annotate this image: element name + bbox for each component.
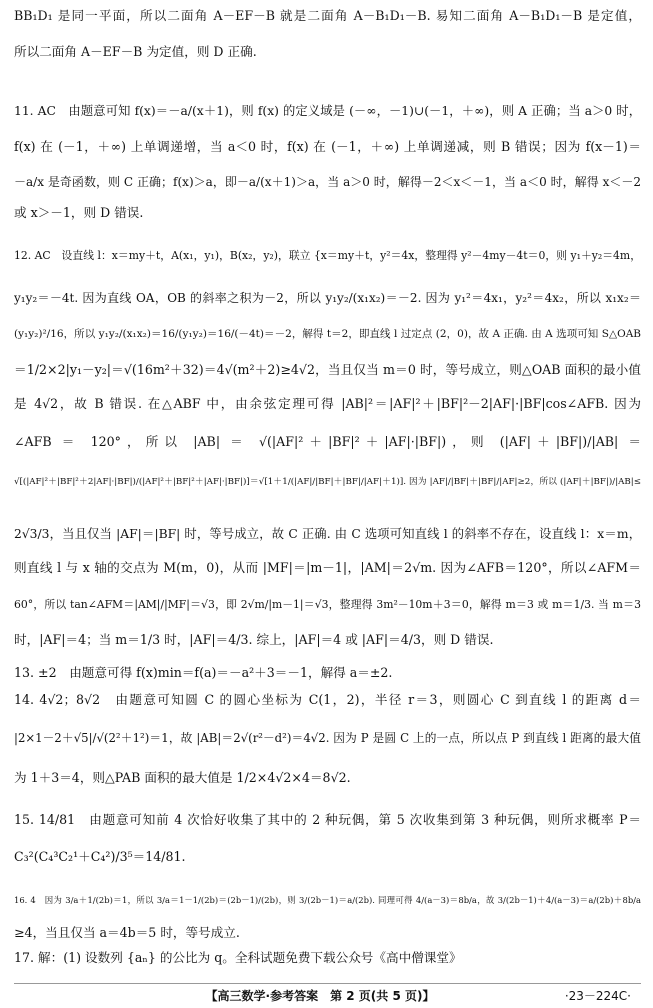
text-line: 时，|AF|＝4；当 m＝1/3 时，|AF|＝4/3. 综上，|AF|＝4 或 |AF|＝4/3，则 D 错误. <box>14 632 494 647</box>
text-line: ≥4，当且仅当 a＝4b＝5 时，等号成立. <box>14 925 240 940</box>
text-line: √[(|AF|²＋|BF|²＋2|AF|·|BF|)/(|AF|²＋|BF|²＋|AF|·|BF|)]＝√[1＋1/(|AF|/|BF|＋|BF|/|AF|＋1)]. 因为 |AF|/|BF|＋|BF|/|AF|≥2，所以 (|AF|＋|BF|)/|AB|≤ <box>14 477 641 487</box>
text-line: 2√3/3，当且仅当 |AF|＝|BF| 时，等号成立，故 C 正确. 由 C 选项可知直线 l 的斜率不存在，设直线 l：x＝m， <box>14 527 641 541</box>
text-line: |2×1－2＋√5|/√(2²＋1²)＝1，故 |AB|＝2√(r²－d²)＝4√2. 因为 P 是圆 C 上的一点，所以点 P 到直线 l 距离的最大值 <box>14 731 641 745</box>
text-line: f(x) 在 (－1，＋∞) 上单调递增，当 a＜0 时，f(x) 在 (－1，＋∞) 上单调递减，则 B 错误；因为 f(x－1)＝ <box>14 139 641 154</box>
text-line: BB₁D₁ 是同一平面，所以二面角 A－EF－B 就是二面角 A－B₁D₁－B. 易知二面角 A－B₁D₁－B 是定值， <box>14 8 641 23</box>
text-line: C₃²(C₄³C₂¹＋C₄²)/3⁵＝14/81. <box>14 849 186 864</box>
text-line: 60°，所以 tan∠AFM＝|AM|/|MF|＝√3，即 2√m/|m－1|＝√3，整理得 3m²－10m＋3＝0，解得 m＝3 或 m＝1/3. 当 m＝3 <box>14 598 641 611</box>
footer-title: 【高三数学·参考答案 第 2 页(共 5 页)】 <box>205 989 435 1003</box>
text-line: 17. 解：(1) 设数列 {aₙ} 的公比为 q。全科试题免费下载公众号《高中僧课堂》 <box>14 950 462 965</box>
text-line: ∠AFB ＝ 120°，所以 |AB| ＝ √(|AF|²＋|BF|²＋|AF|·|BF|)，则 (|AF|＋|BF|)/|AB| ＝ <box>14 434 641 449</box>
text-line: －a/x 是奇函数，则 C 正确；f(x)＞a，即－a/(x＋1)＞a，当 a＞0 时，解得－2＜x＜－1，当 a＜0 时，解得 x＜－2 <box>14 175 641 189</box>
text-line: 11. AC 由题意可知 f(x)＝－a/(x＋1)，则 f(x) 的定义域是 (－∞，－1)∪(－1，＋∞)，则 A 正确；当 a＞0 时， <box>14 104 641 118</box>
text-line: 12. AC 设直线 l：x＝my＋t，A(x₁，y₁)，B(x₂，y₂)，联立 {x＝my＋t，y²＝4x，整理得 y²－4my－4t＝0，则 y₁＋y₂＝4m， <box>14 249 641 262</box>
text-line: 是 4√2，故 B 错误. 在△ABF 中，由余弦定理可得 |AB|²＝|AF|²＋|BF|²－2|AF|·|BF|cos∠AFB. 因为 <box>14 396 641 411</box>
text-line: (y₁y₂)²/16，所以 y₁y₂/(x₁x₂)＝16/(y₁y₂)＝16/(－4t)＝－2，解得 t＝2，即直线 l 过定点 (2，0)，故 A 正确. 由 A 选项可知 S△OAB <box>14 328 641 340</box>
footer-rule <box>14 983 641 984</box>
text-line: y₁y₂＝－4t. 因为直线 OA，OB 的斜率之积为－2，所以 y₁y₂/(x₁x₂)＝－2. 因为 y₁²＝4x₁，y₂²＝4x₂，所以 x₁x₂＝ <box>14 291 641 305</box>
text-line: 或 x＞－1，则 D 错误. <box>14 205 144 220</box>
text-line: 13. ±2 由题意可得 f(x)min＝f(a)＝－a²＋3＝－1，解得 a＝±2. <box>14 665 393 680</box>
text-line: 15. 14/81 由题意可知前 4 次恰好收集了其中的 2 种玩偶，第 5 次收集到第 3 种玩偶，则所求概率 P＝ <box>14 812 641 827</box>
text-line: 则直线 l 与 x 轴的交点为 M(m，0)，从而 |MF|＝|m－1|，|AM|＝2√m. 因为∠AFB＝120°，所以∠AFM＝ <box>14 560 641 575</box>
text-line: 为 1＋3＝4，则△PAB 面积的最大值是 1/2×4√2×4＝8√2. <box>14 770 351 785</box>
text-line: ＝1/2×2|y₁－y₂|＝√(16m²＋32)＝4√(m²＋2)≥4√2，当且仅当 m＝0 时，等号成立，则△OAB 面积的最小值 <box>14 362 641 377</box>
footer-code: ·23－224C· <box>564 989 631 1003</box>
text-line: 14. 4√2；8√2 由题意可知圆 C 的圆心坐标为 C(1，2)，半径 r＝3，则圆心 C 到直线 l 的距离 d＝ <box>14 692 641 707</box>
text-line: 16. 4 因为 3/a＋1/(2b)＝1，所以 3/a＝1－1/(2b)＝(2b－1)/(2b)，则 3/(2b－1)＝a/(2b). 同理可得 4/(a－3)＝8b/a，故 3/(2b－1)＋4/(a－3)＝a/(2b)＋8b/a <box>14 895 641 905</box>
text-line: 所以二面角 A－EF－B 为定值，则 D 正确. <box>14 44 257 59</box>
page-footer <box>0 987 653 1005</box>
